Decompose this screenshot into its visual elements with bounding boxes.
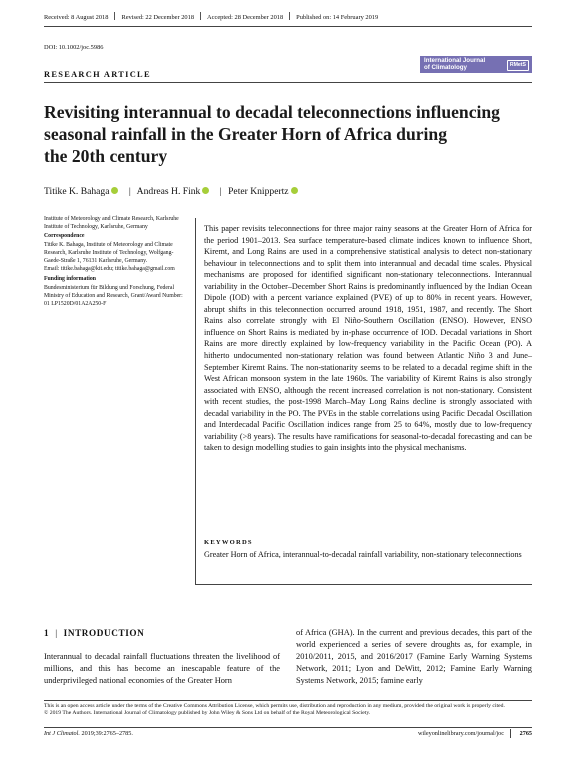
received-date: Received: 8 August 2018 bbox=[44, 14, 109, 21]
revised-date: Revised: 22 December 2018 bbox=[121, 14, 195, 21]
body-text-right: of Africa (GHA). In the current and previous decades, this part of the world experienced a series of severe droughts as, for example, in 2010/2011, 2015, and 2016/2017 (Famine Early Warning Systems Network, 2011; Lyon and DeWitt, 2012; Famine Early Warning Systems Network, 2015; famine early bbox=[296, 628, 532, 685]
title-line: the 20th century bbox=[44, 146, 168, 166]
author-name[interactable]: Peter Knippertz bbox=[228, 186, 289, 197]
funding-text: Bundesministerium für Bildung und Forschung, Federal Ministry of Education and Research, Grant/Award Number: 01 LP1520D/01A2A250-F bbox=[44, 285, 183, 308]
journal-name-line: of Climatology bbox=[424, 63, 467, 71]
section-heading bbox=[44, 628, 144, 638]
section-number: 1 bbox=[44, 628, 50, 638]
keywords-text: Greater Horn of Africa, interannual-to-decadal rainfall variability, non-stationary teleconnections bbox=[204, 550, 522, 559]
title-line: Revisiting interannual to decadal teleconnections influencing bbox=[44, 102, 500, 122]
section-title: INTRODUCTION bbox=[63, 628, 145, 638]
journal-logo bbox=[420, 56, 532, 73]
doi: DOI: 10.1002/joc.5986 bbox=[44, 44, 104, 51]
license-note: This is an open access article under the terms of the Creative Commons Attribution License, which permits use, distribution and reproduction in any medium, provided the original work is properly cited. bbox=[44, 703, 505, 709]
published-date: Published on: 14 February 2019 bbox=[296, 14, 379, 21]
accepted-date: Accepted: 28 December 2018 bbox=[207, 14, 284, 21]
institute: Institute of Meteorology and Climate Research, Karlsruhe Institute of Technology, Karlsruhe, Germany bbox=[44, 216, 179, 230]
article-title bbox=[44, 101, 524, 167]
author-list bbox=[44, 186, 302, 197]
author-name[interactable]: Titike K. Bahaga bbox=[44, 186, 110, 197]
copyright-note: © 2019 The Authors. International Journal of Climatology published by John Wiley & Sons Ltd on behalf of the Royal Meteorological Society. bbox=[44, 710, 371, 717]
orcid-icon[interactable] bbox=[202, 187, 209, 194]
abstract-box-border bbox=[195, 584, 532, 585]
date-divider bbox=[200, 12, 201, 20]
date-divider bbox=[114, 12, 115, 20]
author-separator: | bbox=[128, 186, 131, 197]
affiliation-sidebar bbox=[44, 216, 184, 310]
author-separator: | bbox=[219, 186, 222, 197]
society-logo: RMetS bbox=[507, 60, 529, 71]
orcid-icon[interactable] bbox=[111, 187, 118, 194]
footer-rule bbox=[44, 700, 532, 701]
journal-abbrev: Int J Climatol. bbox=[44, 730, 80, 737]
correspondence-address: Titike K. Bahaga, Institute of Meteorology and Climate Research, Karlsruhe Institute of Technology, Wolfgang-Gaede-Straße 1, 76131 Karlsruhe, Germany. bbox=[44, 241, 174, 264]
abstract: This paper revisits teleconnections for three major rainy seasons at the Greater Horn of Africa for the period 1901–2013. Sea surface temperature-based climate indices known to influence Short, Kiremt, and Long Rains are used in a comprehensive statistical analysis to detect non-stationary behaviour in teleconnections and to split them into interannual and decadal time scales. Physical mechanisms are proposed for identified significant non-stationary teleconnections. Interannual variability in the October–December Short Rains is predominantly influenced by the Indian Ocean Dipole (IOD) with a percent variance explained (PVE) of up to 80% in recent years. However, abrupt shifts in this teleconnection occurred around 1918, 1951, 1987, and recently. The Short Rains also correlate strongly with El Niño-Southern Oscillation (ENSO). However, ENSO influence on Short Rains is mediated by in-phase occurrence of IOD. Decadal variations in Short Rains are more directly explained by low-frequency variability in the Pacific Ocean (PO). A hitherto undocumented non-stationary relation was found between Atlantic Niño 3 and June–September Kiremt Rains. The non-stationarity seems to be related to a decadal regime shift in the West African monsoon system in the late 1960s. The variability of Kiremt Rains is also strongly associated with ENSO, although the recent increased correlation is not non-stationary. Consistent with recent studies, the post-1998 March–May Long Rains decline is strongly associated with decadal variability in the PO. The PVEs in the stable correlations using Pacific Decadal Oscillation and Interdecadal Pacific Oscillation indices range from 25 to 64%, mostly due to low-frequency variability (>8 years). The results have ramifications for seasonal-to-decadal forecasting and can be taken to design modelling studies to gain insights into the physical mechanisms. bbox=[204, 224, 532, 453]
footnote bbox=[44, 703, 532, 718]
section-separator: | bbox=[55, 628, 58, 638]
orcid-icon[interactable] bbox=[291, 187, 298, 194]
abstract-box-border bbox=[195, 218, 196, 584]
journal-name bbox=[424, 58, 485, 71]
title-line: seasonal rainfall in the Greater Horn of Africa during bbox=[44, 124, 448, 144]
header-rule bbox=[44, 26, 532, 27]
publication-dates bbox=[44, 12, 378, 21]
date-divider bbox=[289, 12, 290, 20]
journal-name-line: International Journal bbox=[424, 57, 486, 64]
footer-divider bbox=[510, 729, 511, 738]
body-text-left: Interannual to decadal rainfall fluctuations threaten the livelihood of millions, and this has become an inescapable feature of the underprivileged national economies of the Greater Horn bbox=[44, 652, 280, 685]
author-name[interactable]: Andreas H. Fink bbox=[136, 186, 201, 197]
page-number: 2765 bbox=[519, 730, 532, 737]
correspondence-heading: Correspondence bbox=[44, 232, 85, 239]
keywords-label: KEYWORDS bbox=[204, 539, 253, 546]
journal-website-link[interactable]: wileyonlinelibrary.com/journal/joc bbox=[417, 730, 504, 737]
funding-heading: Funding information bbox=[44, 276, 97, 283]
correspondence-email[interactable]: Email: titike.bahaga@kit.edu; titike.bahaga@gmail.com bbox=[44, 266, 175, 273]
footer-rule bbox=[44, 727, 532, 728]
section-label: RESEARCH ARTICLE bbox=[44, 70, 151, 79]
journal-reference bbox=[44, 730, 133, 737]
volume-pages: 2019;39:2765–2785. bbox=[81, 730, 133, 737]
title-rule bbox=[44, 82, 532, 83]
